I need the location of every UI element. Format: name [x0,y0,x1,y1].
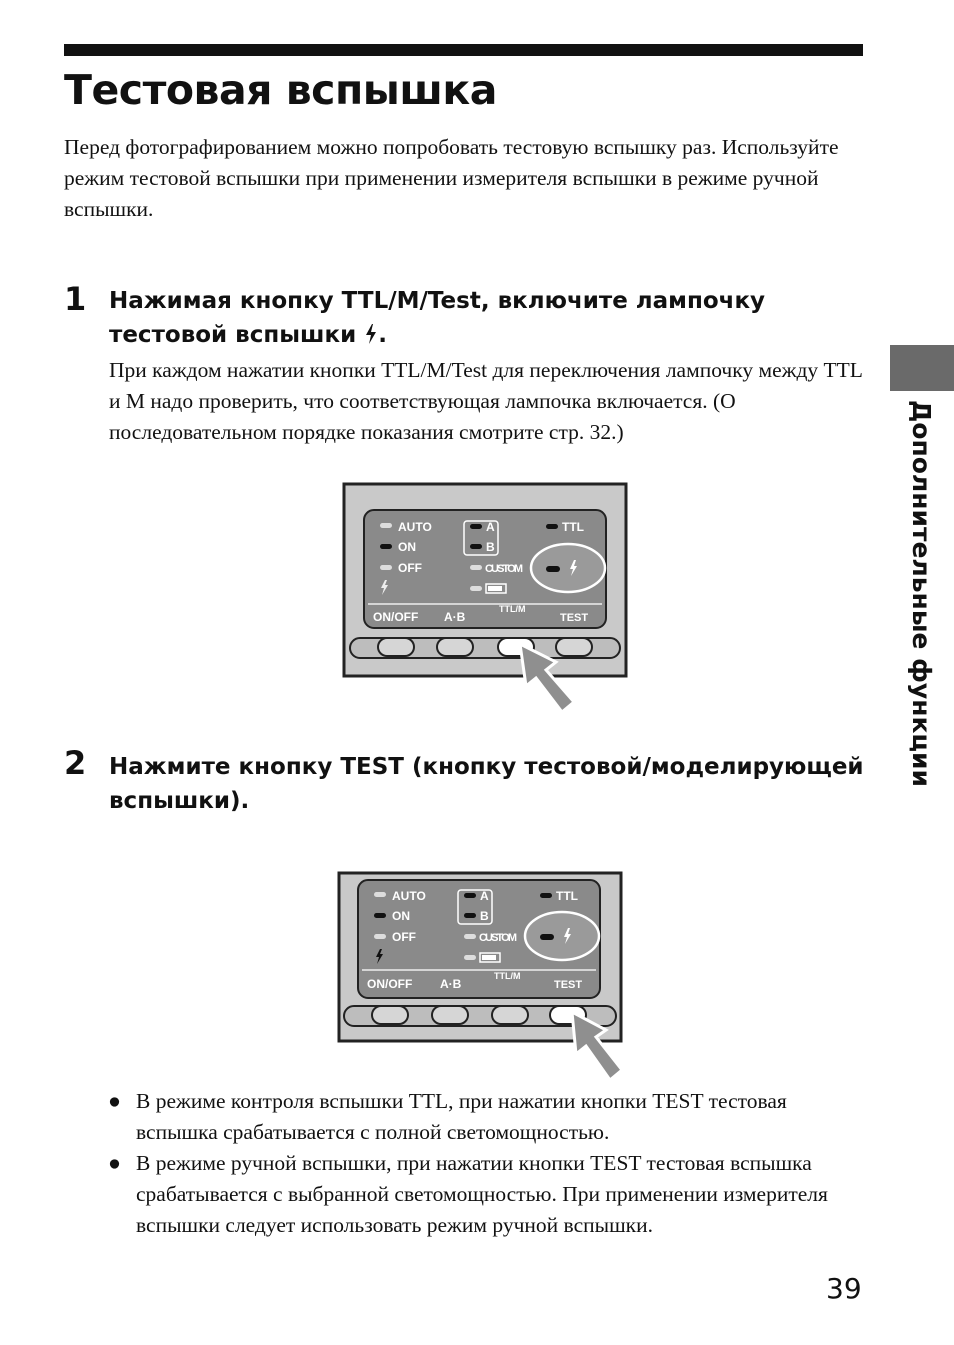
flash-panel-illustration-1 [340,480,630,720]
test-button [556,638,592,656]
button-label-ab: A·B [440,977,462,991]
onoff-button [378,638,414,656]
lamp-label-b: B [486,540,495,554]
lamp-label-custom: CUSTOM [479,932,517,944]
lamp-label-off: OFF [392,930,416,944]
page-number: 39 [826,1272,862,1305]
lamp-label-a: A [480,889,489,903]
lamp-label-ttl: TTL [556,889,578,903]
step-1-heading-end: . [378,322,387,348]
side-tab-label: Дополнительные функции [907,400,936,787]
button-label-onoff: ON/OFF [367,977,413,991]
step-2-heading: Нажмите кнопку TEST (кнопку тестовой/моделирующей вспышки). [109,754,864,814]
note-1-text: В режиме контроля вспышки TTL, при нажатии кнопки TEST тестовая вспышка срабатывается с полной светомощностью. [136,1089,787,1144]
lamp-label-auto: AUTO [392,889,426,903]
onoff-button [372,1006,408,1024]
notes-list [108,1086,868,1241]
button-label-ab: A·B [444,610,466,624]
button-label-test: TEST [554,979,583,991]
ab-button [437,638,473,656]
step-2-number: 2 [64,744,87,782]
button-label-ttlm: TTL/M [494,971,521,981]
lamp-label-b: B [480,909,489,923]
button-label-test: TEST [560,612,589,624]
flash-panel-illustration-2 [336,870,626,1085]
button-label-ttlm: TTL/M [499,604,526,614]
ab-button [432,1006,468,1024]
lamp-label-a: A [486,520,495,534]
flash-icon [364,322,378,348]
list-item: ● В режиме контроля вспышки TTL, при нажатии кнопки TEST тестовая вспышка срабатывается с полной светомощностью. [108,1089,787,1144]
step-1-number: 1 [64,280,87,318]
lamp-label-auto: AUTO [398,520,432,534]
list-item: ● В режиме ручной вспышки, при нажатии кнопки TEST тестовая вспышка срабатывается с выбранной светомощностью. При применении измерителя вспышки следует использовать режим ручной вспышки. [108,1151,828,1237]
intro-paragraph: Перед фотографированием можно попробовать тестовую вспышку раз. Используйте режим тестовой вспышки при применении измерителя вспышки в режиме ручной вспышки. [64,135,839,221]
step-1-heading-text: Нажимая кнопку TTL/M/Test, включите лампочку тестовой вспышки [109,288,766,348]
lamp-label-on: ON [392,909,410,923]
lamp-label-off: OFF [398,561,422,575]
page-title: Тестовая вспышка [64,66,497,114]
top-rule [64,44,863,56]
ttlm-test-button [492,1006,528,1024]
lamp-label-on: ON [398,540,416,554]
step-1-heading [109,284,789,352]
step-1-body: При каждом нажатии кнопки TTL/M/Test для переключения лампочку между TTL и M надо проверить, что соответствующая лампочка включается. (О последовательном порядке показания смотрите стр. 32.) [109,358,863,444]
lamp-label-ttl: TTL [562,520,584,534]
button-label-onoff: ON/OFF [373,610,419,624]
side-tab-marker [890,345,954,391]
lamp-label-custom: CUSTOM [485,563,523,575]
note-2-text: В режиме ручной вспышки, при нажатии кнопки TEST тестовая вспышка срабатывается с выбранной светомощностью. При применении измерителя вспышки следует использовать режим ручной вспышки. [136,1151,828,1237]
